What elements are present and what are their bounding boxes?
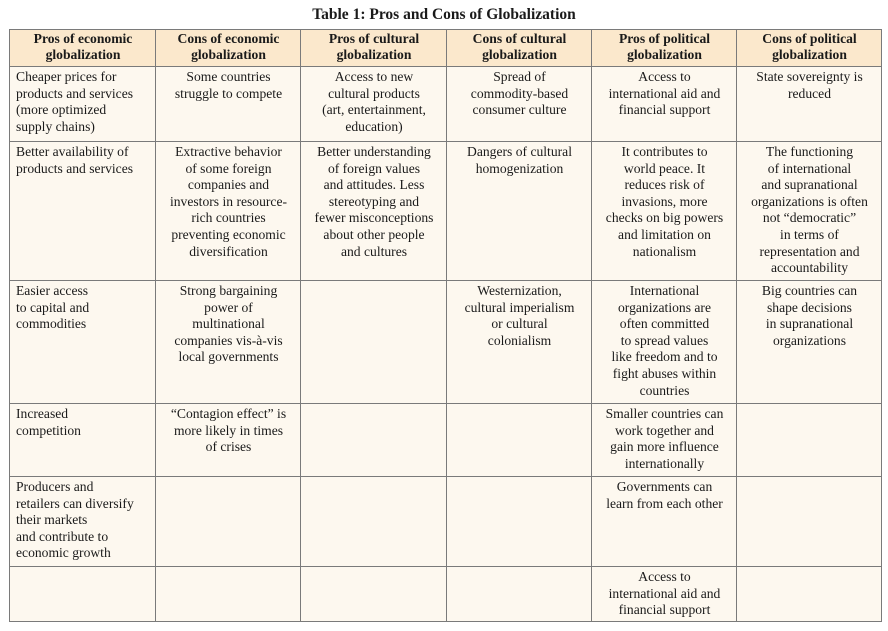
table-cell (447, 567, 592, 622)
header-pros-cultural: Pros of cultural globalization (301, 30, 447, 67)
table-row (10, 281, 882, 404)
table-cell (447, 404, 592, 477)
table-cell (156, 567, 301, 622)
table-cell: The functioning of international and supranational organizations is often not “democratic” in terms of representation and accountability (737, 142, 882, 281)
table-cell (737, 404, 882, 477)
table-cell: Westernization, cultural imperialism or cultural colonialism (447, 281, 592, 404)
header-pros-economic: Pros of economic globalization (10, 30, 156, 67)
table-caption: Table 1: Pros and Cons of Globalization (312, 6, 576, 23)
table-cell: Access to new cultural products (art, entertainment, education) (301, 67, 447, 142)
table-cell: Governments can learn from each other (592, 477, 737, 567)
table-cell (301, 281, 447, 404)
table-row (10, 567, 882, 622)
header-pros-political: Pros of political globalization (592, 30, 737, 67)
globalization-table (9, 29, 882, 622)
table-cell (301, 477, 447, 567)
table-cell: Strong bargaining power of multinational companies vis-à-vis local governments (156, 281, 301, 404)
table-cell: Spread of commodity-based consumer culture (447, 67, 592, 142)
table-row (10, 404, 882, 477)
table-cell: “Contagion effect” is more likely in times of crises (156, 404, 301, 477)
table-cell: Cheaper prices for products and services (more optimized supply chains) (10, 67, 156, 142)
table-row (10, 142, 882, 281)
table-cell: International organizations are often committed to spread values like freedom and to fight abuses within countries (592, 281, 737, 404)
header-cons-economic: Cons of economic globalization (156, 30, 301, 67)
table-cell: It contributes to world peace. It reduces risk of invasions, more checks on big powers and limitation on nationalism (592, 142, 737, 281)
table-cell (301, 567, 447, 622)
table-row (10, 67, 882, 142)
table-cell: Access to international aid and financial support (592, 67, 737, 142)
table-cell: Big countries can shape decisions in supranational organizations (737, 281, 882, 404)
table-cell: Some countries struggle to compete (156, 67, 301, 142)
table-cell: Dangers of cultural homogenization (447, 142, 592, 281)
table-cell (10, 567, 156, 622)
header-row (10, 30, 882, 67)
table-cell: Easier access to capital and commodities (10, 281, 156, 404)
table-cell: State sovereignty is reduced (737, 67, 882, 142)
header-cons-political: Cons of political globalization (737, 30, 882, 67)
table-cell: Access to international aid and financial support (592, 567, 737, 622)
table-row (10, 477, 882, 567)
table-cell: Smaller countries can work together and gain more influence internationally (592, 404, 737, 477)
table-cell: Increased competition (10, 404, 156, 477)
table-cell (301, 404, 447, 477)
table-cell (737, 477, 882, 567)
header-cons-cultural: Cons of cultural globalization (447, 30, 592, 67)
table-cell (156, 477, 301, 567)
table-cell: Producers and retailers can diversify their markets and contribute to economic growth (10, 477, 156, 567)
table-cell (447, 477, 592, 567)
table-cell: Better understanding of foreign values and attitudes. Less stereotyping and fewer misconceptions about other people and cultures (301, 142, 447, 281)
table-cell: Better availability of products and services (10, 142, 156, 281)
table-cell (737, 567, 882, 622)
table-cell: Extractive behavior of some foreign companies and investors in resource- rich countries preventing economic diversification (156, 142, 301, 281)
